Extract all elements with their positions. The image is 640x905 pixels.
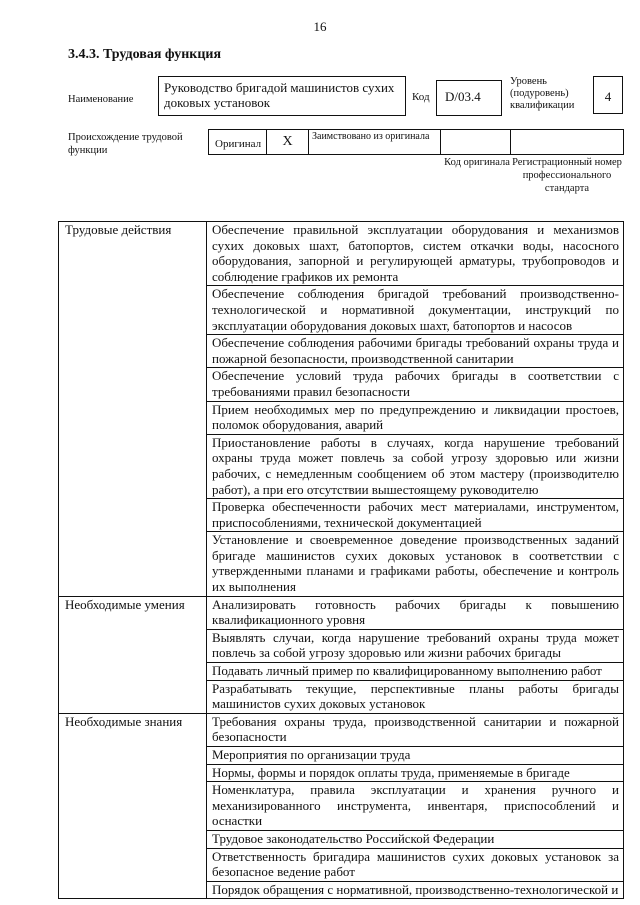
section-item-text: Требования охраны труда, производственной санитарии и пожарной безопасности bbox=[207, 713, 624, 746]
section-item-text: Порядок обращения с нормативной, производственно-технологической и bbox=[207, 881, 624, 899]
code-label: Код bbox=[412, 91, 430, 103]
name-label: Наименование bbox=[68, 94, 134, 105]
section-item-text: Трудовое законодательство Российской Федерации bbox=[207, 830, 624, 848]
qualification-level-value: 4 bbox=[593, 76, 623, 114]
section-item-text: Выявлять случаи, когда нарушение требований охраны труда может повлечь за собой угрозу здоровью или жизни рабочих бригады bbox=[207, 629, 624, 662]
function-name-value: Руководство бригадой машинистов сухих доковых установок bbox=[158, 76, 406, 116]
section-item-text: Обеспечение условий труда рабочих бригады в соответствии с требованиями правил безопасности bbox=[207, 368, 624, 401]
section-item-text: Номенклатура, правила эксплуатации и хранения ручного и механизированного инструмента, инвентаря, приспособлений и оснастки bbox=[207, 782, 624, 831]
section-item-text: Прием необходимых мер по предупреждению и ликвидации простоев, поломок оборудования, аварий bbox=[207, 401, 624, 434]
origin-row bbox=[208, 129, 624, 155]
section-category-label: Необходимые умения bbox=[59, 596, 207, 713]
section-item-text: Нормы, формы и порядок оплаты труда, применяемые в бригаде bbox=[207, 764, 624, 782]
section-item-text: Установление и своевременное доведение производственных заданий бригаде машинистов сухих доковых установок в соответствии с утвержденными планами и графиками работы, обеспечение и контроль их выполнения bbox=[207, 532, 624, 596]
registration-number-caption: Регистрационный номер профессионального стандарта bbox=[512, 157, 622, 194]
page-number: 16 bbox=[313, 19, 327, 34]
borrowed-label: Заимствовано из оригинала bbox=[309, 130, 441, 154]
origin-label: Происхождение трудовой функции bbox=[68, 132, 183, 156]
original-mark: X bbox=[267, 130, 309, 154]
original-label: Оригинал bbox=[209, 130, 267, 154]
section-title: 3.4.3. Трудовая функция bbox=[68, 47, 222, 62]
table-row bbox=[59, 713, 624, 746]
table-row bbox=[59, 596, 624, 629]
original-code-cell bbox=[441, 130, 511, 154]
table-row bbox=[59, 222, 624, 286]
section-item-text: Разрабатывать текущие, перспективные планы работы бригады машинистов сухих доковых установок bbox=[207, 680, 624, 713]
section-item-text: Приостановление работы в случаях, когда нарушение требований охраны труда может повлечь за собой угрозу здоровью или жизни рабочих, с немедленным сообщением об этом мастеру (производителю работ), а при его отсутствии вышестоящему руководителю bbox=[207, 434, 624, 498]
function-code-value: D/03.4 bbox=[436, 80, 502, 116]
registration-number-cell bbox=[511, 130, 623, 154]
section-item-text: Обеспечение правильной эксплуатации оборудования и механизмов сухих доковых шахт, батопортов, систем откачки воды, насосного оборудования, запорной и регулирующей арматуры, трубопроводов и соблюдение графиков их ремонта bbox=[207, 222, 624, 286]
section-item-text: Обеспечение соблюдения рабочими бригады требований охраны труда и пожарной безопасности, производственной санитарии bbox=[207, 335, 624, 368]
section-item-text: Ответственность бригадира машинистов сухих доковых установок за безопасное ведение работ bbox=[207, 848, 624, 881]
section-category-label: Трудовые действия bbox=[59, 222, 207, 597]
section-item-text: Проверка обеспеченности рабочих мест материалами, инструментом, приспособлениями, технической документацией bbox=[207, 499, 624, 532]
section-item-text: Подавать личный пример по квалифицированному выполнению работ bbox=[207, 663, 624, 681]
section-item-text: Обеспечение соблюдения бригадой требований производственно-технологической и нормативной документации, инструкций по эксплуатации оборудования доковых шахт, батопортов и насосов bbox=[207, 286, 624, 335]
section-item-text: Мероприятия по организации труда bbox=[207, 747, 624, 765]
section-item-text: Анализировать готовность рабочих бригады к повышению квалификационного уровня bbox=[207, 596, 624, 629]
function-details-table bbox=[58, 221, 624, 899]
qualification-level-label: Уровень (подуровень) квалификации bbox=[510, 76, 575, 111]
section-category-label: Необходимые знания bbox=[59, 713, 207, 899]
original-code-caption: Код оригинала bbox=[444, 157, 510, 168]
